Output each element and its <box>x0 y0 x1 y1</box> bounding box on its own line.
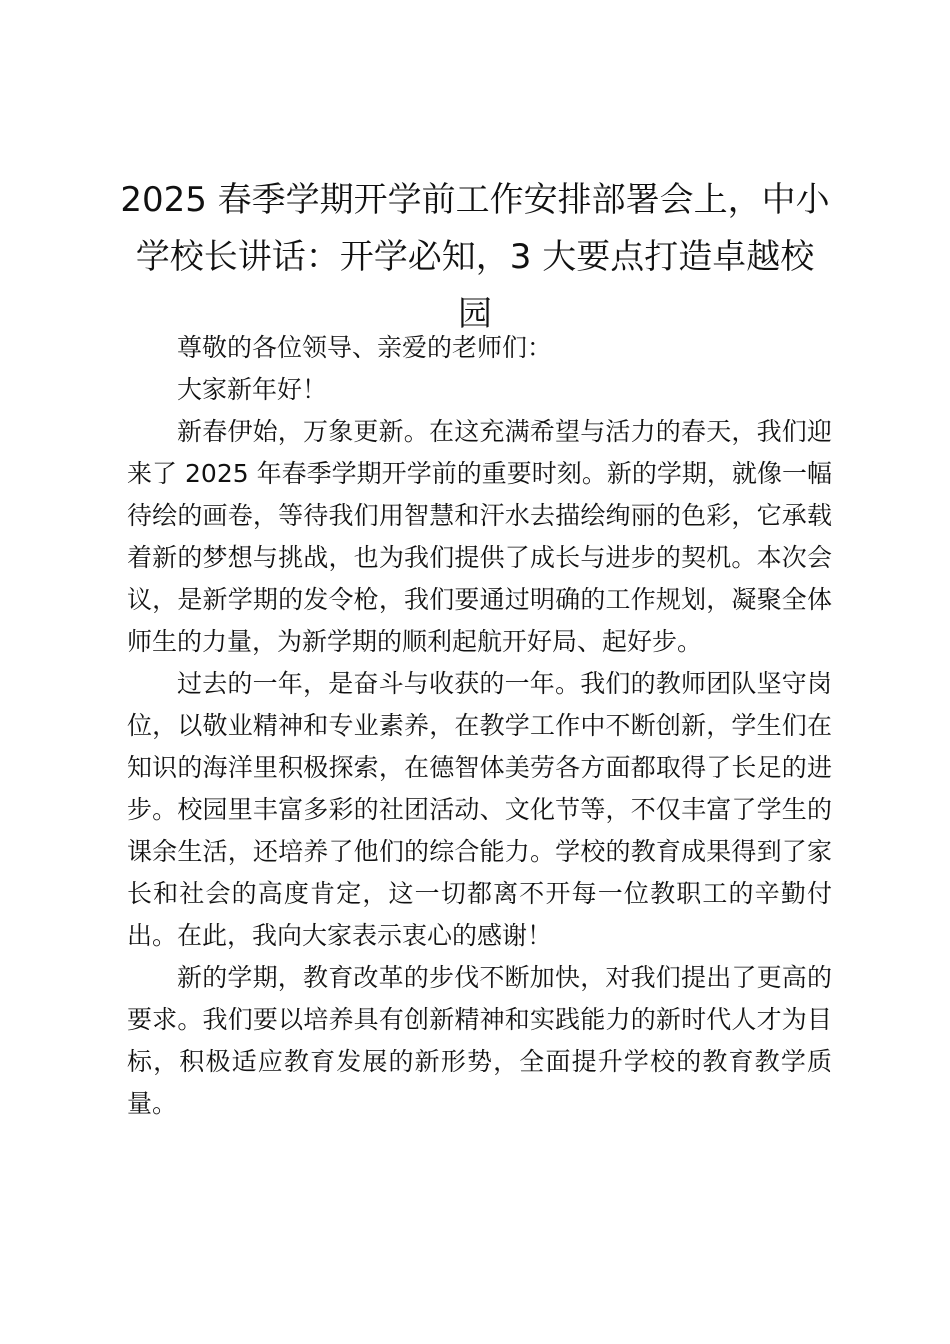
body-paragraph: 过去的一年，是奋斗与收获的一年。我们的教师团队坚守岗位，以敬业精神和专业素养，在教学工作中不断创新，学生们在知识的海洋里积极探索，在德智体美劳各方面都取得了长足的进步。校园里丰富多彩的社团活动、文化节等，不仅丰富了学生的课余生活，还培养了他们的综合能力。学校的教育成果得到了家长和社会的高度肯定，这一切都离不开每一位教职工的辛勤付出。在此，我向大家表示衷心的感谢！ <box>127 669 832 950</box>
body-paragraph: 新的学期，教育改革的步伐不断加快，对我们提出了更高的要求。我们要以培养具有创新精神和实践能力的新时代人才为目标，积极适应教育发展的新形势，全面提升学校的教育教学质量。 <box>127 963 832 1118</box>
body-paragraph: 新春伊始，万象更新。在这充满希望与活力的春天，我们迎来了 2025 年春季学期开学前的重要时刻。新的学期，就像一幅待绘的画卷，等待我们用智慧和汗水去描绘绚丽的色彩，它承载着新的梦想与挑战，也为我们提供了成长与进步的契机。本次会议，是新学期的发令枪，我们要通过明确的工作规划，凝聚全体师生的力量，为新学期的顺利起航开好局、起好步。 <box>127 417 832 656</box>
salutation-paragraph: 尊敬的各位领导、亲爱的老师们： <box>177 333 553 362</box>
document-title: 2025 春季学期开学前工作安排部署会上，中小学校长讲话：开学必知，3 大要点打造卓越校园 <box>120 180 830 334</box>
document-body <box>127 327 832 1125</box>
greeting-paragraph: 大家新年好！ <box>177 375 328 404</box>
